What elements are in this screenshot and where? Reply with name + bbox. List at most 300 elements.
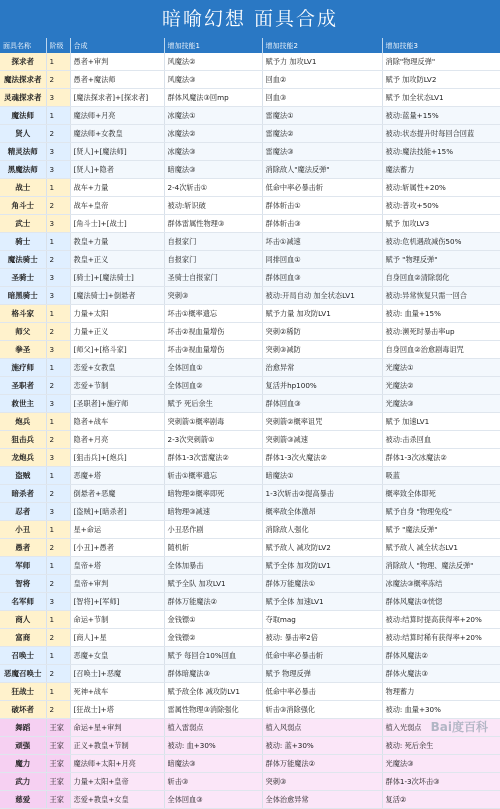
fusion-cell: 愚者+审判 <box>70 53 164 71</box>
skill-1-cell: 暗魔法③ <box>164 755 262 773</box>
skill-1-cell: 小丑恶作剧 <box>164 521 262 539</box>
rank-cell: 3 <box>46 503 70 521</box>
skill-2-cell: 低命中率必暴击斩 <box>262 179 382 197</box>
fusion-cell: 恋爱+节制 <box>70 377 164 395</box>
fusion-cell: [骑士]+[魔法骑士] <box>70 269 164 287</box>
fusion-cell: [智将]+[军师] <box>70 593 164 611</box>
table-row <box>0 323 500 341</box>
table-row <box>0 287 500 305</box>
skill-1-cell: 赋予敌全体 减攻防LV1 <box>164 683 262 701</box>
table-row <box>0 557 500 575</box>
skill-2-cell: 突刺②稀防 <box>262 323 382 341</box>
table-row <box>0 215 500 233</box>
skill-3-cell: 被动:异常恢复只需一回合 <box>382 287 500 305</box>
mask-name-cell: 魔力 <box>0 755 46 773</box>
skill-2-cell: 低命中率必暴击 <box>262 683 382 701</box>
skill-2-cell: 雷魔法② <box>262 125 382 143</box>
skill-2-cell: 赋予力 加攻LV1 <box>262 53 382 71</box>
skill-3-cell: 消除敌人 "物理、魔法反弹" <box>382 557 500 575</box>
rank-cell: 2 <box>46 431 70 449</box>
table-row <box>0 719 500 737</box>
skill-1-cell: 突刺箭①概率剧毒 <box>164 413 262 431</box>
skill-3-cell: 被动: 血量+30% <box>382 701 500 719</box>
rank-cell: 王家 <box>46 791 70 809</box>
skill-1-cell: 暗物理③减速 <box>164 503 262 521</box>
fusion-cell: 恶魔+塔 <box>70 467 164 485</box>
table-row <box>0 701 500 719</box>
rank-cell: 3 <box>46 395 70 413</box>
rank-cell: 2 <box>46 71 70 89</box>
skill-3-cell: 群体风魔法② <box>382 647 500 665</box>
skill-2-cell: 雷魔法① <box>262 107 382 125</box>
fusion-cell: 力量+正义 <box>70 323 164 341</box>
table-row <box>0 629 500 647</box>
mask-name-cell: 圣职者 <box>0 377 46 395</box>
skill-1-cell: 风魔法② <box>164 53 262 71</box>
rank-cell: 2 <box>46 197 70 215</box>
table-row <box>0 647 500 665</box>
mask-name-cell: 暗杀者 <box>0 485 46 503</box>
rank-cell: 王家 <box>46 773 70 791</box>
skill-2-cell: 赋予全体 加攻防LV1 <box>262 557 382 575</box>
rank-cell: 王家 <box>46 755 70 773</box>
skill-3-cell: 群体1-3次冰魔法② <box>382 449 500 467</box>
skill-1-cell: 赋予 死后余生 <box>164 395 262 413</box>
rank-cell: 1 <box>46 683 70 701</box>
rank-cell: 1 <box>46 359 70 377</box>
mask-name-cell: 召唤士 <box>0 647 46 665</box>
skill-1-cell: 群体暗魔法③ <box>164 665 262 683</box>
fusion-cell: 倒悬者+恶魔 <box>70 485 164 503</box>
fusion-cell: 命运+星+审判 <box>70 719 164 737</box>
fusion-cell: 教皇+正义 <box>70 251 164 269</box>
header-mask-name: 面具名称 <box>0 38 46 53</box>
rank-cell: 3 <box>46 143 70 161</box>
skill-1-cell: 随机斩 <box>164 539 262 557</box>
skill-2-cell: 雷魔法③ <box>262 143 382 161</box>
skill-3-cell: 赋予 加速LV1 <box>382 413 500 431</box>
table-row <box>0 161 500 179</box>
mask-name-cell: 魔法骑士 <box>0 251 46 269</box>
fusion-cell: 恋爱+女教皇 <box>70 359 164 377</box>
mask-name-cell: 破坏者 <box>0 701 46 719</box>
skill-1-cell: 暗魔法③ <box>164 161 262 179</box>
mask-name-cell: 军师 <box>0 557 46 575</box>
skill-3-cell: 被动:击杀回血 <box>382 431 500 449</box>
skill-1-cell: 坏击②视血量增伤 <box>164 323 262 341</box>
mask-name-cell: 精灵法师 <box>0 143 46 161</box>
table-row <box>0 71 500 89</box>
mask-name-cell: 愚者 <box>0 539 46 557</box>
table-row <box>0 773 500 791</box>
skill-3-cell: 冰魔法③概率冻结 <box>382 575 500 593</box>
mask-name-cell: 魔法师 <box>0 107 46 125</box>
table-row <box>0 575 500 593</box>
skill-3-cell: 消除"物理反弹" <box>382 53 500 71</box>
header-skill-3: 增加技能3 <box>382 38 500 53</box>
skill-2-cell: 斩击③消除强化 <box>262 701 382 719</box>
skill-3-cell: 概率致全体即死 <box>382 485 500 503</box>
rank-cell: 王家 <box>46 737 70 755</box>
skill-2-cell: 赋予力量 加攻防LV1 <box>262 305 382 323</box>
skill-1-cell: 全体回血① <box>164 359 262 377</box>
table-row <box>0 305 500 323</box>
skill-1-cell: 暗物理②概率即死 <box>164 485 262 503</box>
table-row <box>0 539 500 557</box>
table-row <box>0 395 500 413</box>
skill-3-cell: 自身回血②清除弱化 <box>382 269 500 287</box>
rank-cell: 2 <box>46 485 70 503</box>
skill-3-cell: 赋予 加全状态LV1 <box>382 89 500 107</box>
mask-name-cell: 商人 <box>0 611 46 629</box>
table-row <box>0 737 500 755</box>
skill-2-cell: 暗魔法① <box>262 467 382 485</box>
fusion-cell: 隐者+战车 <box>70 413 164 431</box>
mask-name-cell: 顽强 <box>0 737 46 755</box>
rank-cell: 1 <box>46 53 70 71</box>
fusion-cell: 战车+皇帝 <box>70 197 164 215</box>
table-row <box>0 143 500 161</box>
rank-cell: 3 <box>46 341 70 359</box>
skill-2-cell: 复活并hp100% <box>262 377 382 395</box>
table-row <box>0 413 500 431</box>
skill-3-cell: 被动:濒死时暴击率up <box>382 323 500 341</box>
table-row <box>0 269 500 287</box>
skill-1-cell: 全体回血② <box>164 377 262 395</box>
rank-cell: 3 <box>46 287 70 305</box>
skill-2-cell: 被动:开局自动 加全状态LV1 <box>262 287 382 305</box>
skill-2-cell: 群体斩击① <box>262 197 382 215</box>
skill-2-cell: 群体万能魔法① <box>262 575 382 593</box>
rank-cell: 3 <box>46 161 70 179</box>
mask-name-cell: 灵魂探求者 <box>0 89 46 107</box>
skill-3-cell: 被动:蓝量+15% <box>382 107 500 125</box>
skill-2-cell: 群体1-3次火魔法② <box>262 449 382 467</box>
skill-3-cell: 群体火魔法③ <box>382 665 500 683</box>
mask-name-cell: 狙击兵 <box>0 431 46 449</box>
table-row <box>0 431 500 449</box>
rank-cell: 3 <box>46 593 70 611</box>
skill-3-cell: 被动:魔法技能+15% <box>382 143 500 161</box>
table-row <box>0 683 500 701</box>
fusion-cell: 恶魔+女皇 <box>70 647 164 665</box>
skill-1-cell: 自报家门 <box>164 251 262 269</box>
fusion-cell: 恋爱+教皇+女皇 <box>70 791 164 809</box>
skill-2-cell: 消除敌人强化 <box>262 521 382 539</box>
skill-1-cell: 群体雷属性物理③ <box>164 215 262 233</box>
skill-3-cell: 植入光弱点 <box>382 719 500 737</box>
skill-3-cell: 被动:危机遇敌减伤50% <box>382 233 500 251</box>
rank-cell: 2 <box>46 575 70 593</box>
rank-cell: 1 <box>46 179 70 197</box>
fusion-cell: [盗贼]+[暗杀者] <box>70 503 164 521</box>
page-title: 暗喻幻想 面具合成 <box>0 0 500 38</box>
header-row <box>0 38 500 53</box>
skill-2-cell: 全体治愈异常 <box>262 791 382 809</box>
table-body <box>0 53 500 809</box>
mask-name-cell: 武力 <box>0 773 46 791</box>
skill-3-cell: 被动:状态提升时每回合回蓝 <box>382 125 500 143</box>
skill-1-cell: 冰魔法① <box>164 107 262 125</box>
fusion-cell: [魔法骑士]+倒悬者 <box>70 287 164 305</box>
mask-name-cell: 盗贼 <box>0 467 46 485</box>
fusion-cell: 命运+节制 <box>70 611 164 629</box>
mask-name-cell: 贤人 <box>0 125 46 143</box>
table-row <box>0 665 500 683</box>
skill-1-cell: 斩击①概率遗忘 <box>164 467 262 485</box>
skill-2-cell: 治愈异常 <box>262 359 382 377</box>
fusion-cell: [狙击兵]+[炮兵] <box>70 449 164 467</box>
fusion-cell: 正义+教皇+节制 <box>70 737 164 755</box>
skill-2-cell: 突刺箭③减速 <box>262 431 382 449</box>
table-row <box>0 377 500 395</box>
skill-1-cell: 金钱镖② <box>164 629 262 647</box>
mask-name-cell: 骑士 <box>0 233 46 251</box>
skill-3-cell: 被动:结算时提高获得率+20% <box>382 611 500 629</box>
skill-1-cell: 群体风魔法③回mp <box>164 89 262 107</box>
table-row <box>0 341 500 359</box>
skill-3-cell: 赋予敌人 减全状态LV1 <box>382 539 500 557</box>
rank-cell: 1 <box>46 305 70 323</box>
skill-1-cell: 自报家门 <box>164 233 262 251</box>
fusion-cell: 魔法师+太阳+月亮 <box>70 755 164 773</box>
skill-2-cell: 概率敌全体激昂 <box>262 503 382 521</box>
table-row <box>0 359 500 377</box>
skill-3-cell: 赋予 "物理反弹" <box>382 251 500 269</box>
header-fusion: 合成 <box>70 38 164 53</box>
skill-3-cell: 赋予 "魔法反弹" <box>382 521 500 539</box>
fusion-cell: 教皇+力量 <box>70 233 164 251</box>
table-row <box>0 179 500 197</box>
skill-3-cell: 被动:普攻+50% <box>382 197 500 215</box>
rank-cell: 1 <box>46 647 70 665</box>
skill-2-cell: 群体斩击③ <box>262 215 382 233</box>
skill-3-cell: 赋予自身 "物理免疫" <box>382 503 500 521</box>
skill-1-cell: 2-4次斩击① <box>164 179 262 197</box>
mask-name-cell: 魔法探求者 <box>0 71 46 89</box>
mask-name-cell: 探求者 <box>0 53 46 71</box>
skill-1-cell: 雷属性物理③消除强化 <box>164 701 262 719</box>
table-row <box>0 233 500 251</box>
table-row <box>0 251 500 269</box>
skill-3-cell: 魔法蓄力 <box>382 161 500 179</box>
mask-name-cell: 师父 <box>0 323 46 341</box>
skill-3-cell: 光魔法③ <box>382 395 500 413</box>
skill-3-cell: 赋予 加攻LV3 <box>382 215 500 233</box>
watermark-logo: Bai度百科 <box>430 720 488 734</box>
rank-cell: 2 <box>46 701 70 719</box>
skill-2-cell: 1-3次斩击②提高暴击 <box>262 485 382 503</box>
skill-3-cell: 被动:结算时稀有获得率+20% <box>382 629 500 647</box>
table-row <box>0 107 500 125</box>
skill-2-cell: 群体万能魔法② <box>262 755 382 773</box>
mask-name-cell: 圣骑士 <box>0 269 46 287</box>
rank-cell: 1 <box>46 557 70 575</box>
skill-1-cell: 全体回血③ <box>164 791 262 809</box>
skill-2-cell: 群体回血③ <box>262 269 382 287</box>
mask-name-cell: 富商 <box>0 629 46 647</box>
rank-cell: 2 <box>46 377 70 395</box>
rank-cell: 1 <box>46 521 70 539</box>
skill-3-cell: 群体风魔法③恍惚 <box>382 593 500 611</box>
rank-cell: 2 <box>46 125 70 143</box>
rank-cell: 1 <box>46 413 70 431</box>
rank-cell: 2 <box>46 251 70 269</box>
skill-1-cell: 冰魔法③ <box>164 143 262 161</box>
fusion-cell: [圣职者]+施疗师 <box>70 395 164 413</box>
fusion-cell: 力量+太阳+皇帝 <box>70 773 164 791</box>
rank-cell: 2 <box>46 539 70 557</box>
skill-2-cell: 回血② <box>262 71 382 89</box>
skill-1-cell: 植入雷弱点 <box>164 719 262 737</box>
fusion-cell: 愚者+魔法师 <box>70 71 164 89</box>
table-row <box>0 53 500 71</box>
rank-cell: 2 <box>46 323 70 341</box>
table-row <box>0 755 500 773</box>
skill-3-cell: 复活② <box>382 791 500 809</box>
table-row <box>0 467 500 485</box>
table-row <box>0 89 500 107</box>
rank-cell: 3 <box>46 89 70 107</box>
skill-3-cell: 光魔法② <box>382 377 500 395</box>
skill-1-cell: 群体1-3次雷魔法② <box>164 449 262 467</box>
rank-cell: 王家 <box>46 719 70 737</box>
mask-name-cell: 拳圣 <box>0 341 46 359</box>
skill-2-cell: 被动: 蓝+30% <box>262 737 382 755</box>
rank-cell: 1 <box>46 467 70 485</box>
skill-2-cell: 植入风弱点 <box>262 719 382 737</box>
rank-cell: 3 <box>46 449 70 467</box>
table-row <box>0 197 500 215</box>
fusion-cell: 魔法师+女教皇 <box>70 125 164 143</box>
skill-1-cell: 金钱镖① <box>164 611 262 629</box>
skill-1-cell: 冰魔法② <box>164 125 262 143</box>
skill-2-cell: 突刺箭②概率诅咒 <box>262 413 382 431</box>
skill-1-cell: 突刺③ <box>164 287 262 305</box>
rank-cell: 2 <box>46 665 70 683</box>
fusion-cell: [魔法探求者]+[探求者] <box>70 89 164 107</box>
fusion-cell: [师父]+[格斗家] <box>70 341 164 359</box>
skill-2-cell: 群体回血③ <box>262 395 382 413</box>
mask-name-cell: 施疗师 <box>0 359 46 377</box>
skill-1-cell: 群体万能魔法② <box>164 593 262 611</box>
fusion-cell: [小丑]+愚者 <box>70 539 164 557</box>
mask-name-cell: 救世主 <box>0 395 46 413</box>
header-skill-1: 增加技能1 <box>164 38 262 53</box>
mask-name-cell: 小丑 <box>0 521 46 539</box>
fusion-cell: [狂战士]+塔 <box>70 701 164 719</box>
skill-1-cell: 被动:斩识破 <box>164 197 262 215</box>
table-row <box>0 449 500 467</box>
rank-cell: 1 <box>46 107 70 125</box>
skill-3-cell: 物理蓄力 <box>382 683 500 701</box>
skill-1-cell: 坏击③视血量增伤 <box>164 341 262 359</box>
mask-name-cell: 智将 <box>0 575 46 593</box>
fusion-cell: 力量+太阳 <box>70 305 164 323</box>
skill-1-cell: 2-3次突刺箭① <box>164 431 262 449</box>
skill-3-cell: 群体1-3次坏击③ <box>382 773 500 791</box>
header-skill-2: 增加技能2 <box>262 38 382 53</box>
mask-name-cell: 暗黑骑士 <box>0 287 46 305</box>
table-row <box>0 521 500 539</box>
skill-3-cell: 赋予 加攻防LV2 <box>382 71 500 89</box>
skill-1-cell: 风魔法③ <box>164 71 262 89</box>
table-row <box>0 503 500 521</box>
skill-2-cell: 坏击①减速 <box>262 233 382 251</box>
fusion-cell: [召唤士]+恶魔 <box>70 665 164 683</box>
mask-name-cell: 狂战士 <box>0 683 46 701</box>
fusion-cell: 皇帝+审判 <box>70 575 164 593</box>
table-row <box>0 485 500 503</box>
fusion-cell: 星+命运 <box>70 521 164 539</box>
skill-2-cell: 被动: 暴击率2倍 <box>262 629 382 647</box>
skill-2-cell: 突刺③ <box>262 773 382 791</box>
mask-name-cell: 黑魔法师 <box>0 161 46 179</box>
skill-1-cell: 赋予全队 加攻LV1 <box>164 575 262 593</box>
mask-name-cell: 龙炮兵 <box>0 449 46 467</box>
mask-fusion-table <box>0 38 500 809</box>
skill-3-cell: 光魔法① <box>382 359 500 377</box>
mask-name-cell: 角斗士 <box>0 197 46 215</box>
skill-2-cell: 赋予敌人 减攻防LV2 <box>262 539 382 557</box>
table-row <box>0 125 500 143</box>
rank-cell: 3 <box>46 215 70 233</box>
mask-name-cell: 名军师 <box>0 593 46 611</box>
skill-1-cell: 斩击③ <box>164 773 262 791</box>
table-row <box>0 593 500 611</box>
mask-name-cell: 格斗家 <box>0 305 46 323</box>
fusion-cell: [角斗士]+[战士] <box>70 215 164 233</box>
skill-1-cell: 赋予 每回合10%回血 <box>164 647 262 665</box>
skill-3-cell: 被动: 血量+15% <box>382 305 500 323</box>
mask-name-cell: 武士 <box>0 215 46 233</box>
skill-2-cell: 夺取mag <box>262 611 382 629</box>
fusion-cell: 战车+力量 <box>70 179 164 197</box>
skill-2-cell: 消除敌人"魔法反弹" <box>262 161 382 179</box>
skill-2-cell: 低命中率必暴击斩 <box>262 647 382 665</box>
fusion-cell: [商人]+星 <box>70 629 164 647</box>
skill-1-cell: 被动: 血+30% <box>164 737 262 755</box>
rank-cell: 2 <box>46 629 70 647</box>
mask-name-cell: 舞蹈 <box>0 719 46 737</box>
fusion-cell: [贤人]+[魔法师] <box>70 143 164 161</box>
rank-cell: 1 <box>46 233 70 251</box>
fusion-cell: 皇帝+塔 <box>70 557 164 575</box>
mask-name-cell: 忍者 <box>0 503 46 521</box>
mask-name-cell: 炮兵 <box>0 413 46 431</box>
fusion-cell: [贤人]+隐者 <box>70 161 164 179</box>
skill-1-cell: 圣骑士自报家门 <box>164 269 262 287</box>
header-rank: 阶级 <box>46 38 70 53</box>
skill-1-cell: 坏击①概率遗忘 <box>164 305 262 323</box>
skill-2-cell: 回血③ <box>262 89 382 107</box>
fusion-cell: 隐者+月亮 <box>70 431 164 449</box>
table-row <box>0 791 500 809</box>
skill-2-cell: 同排回血① <box>262 251 382 269</box>
mask-name-cell: 恶魔召唤士 <box>0 665 46 683</box>
skill-1-cell: 全体加暴击 <box>164 557 262 575</box>
skill-2-cell: 赋予 物理反弹 <box>262 665 382 683</box>
rank-cell: 3 <box>46 269 70 287</box>
skill-2-cell: 突刺③减防 <box>262 341 382 359</box>
table-row <box>0 611 500 629</box>
fusion-cell: 死神+战车 <box>70 683 164 701</box>
fusion-cell: 魔法师+月亮 <box>70 107 164 125</box>
skill-3-cell: 自身回血②治愈剧毒诅咒 <box>382 341 500 359</box>
skill-3-cell: 被动: 死后余生 <box>382 737 500 755</box>
skill-2-cell: 赋予全体 加速LV1 <box>262 593 382 611</box>
mask-name-cell: 慈爱 <box>0 791 46 809</box>
